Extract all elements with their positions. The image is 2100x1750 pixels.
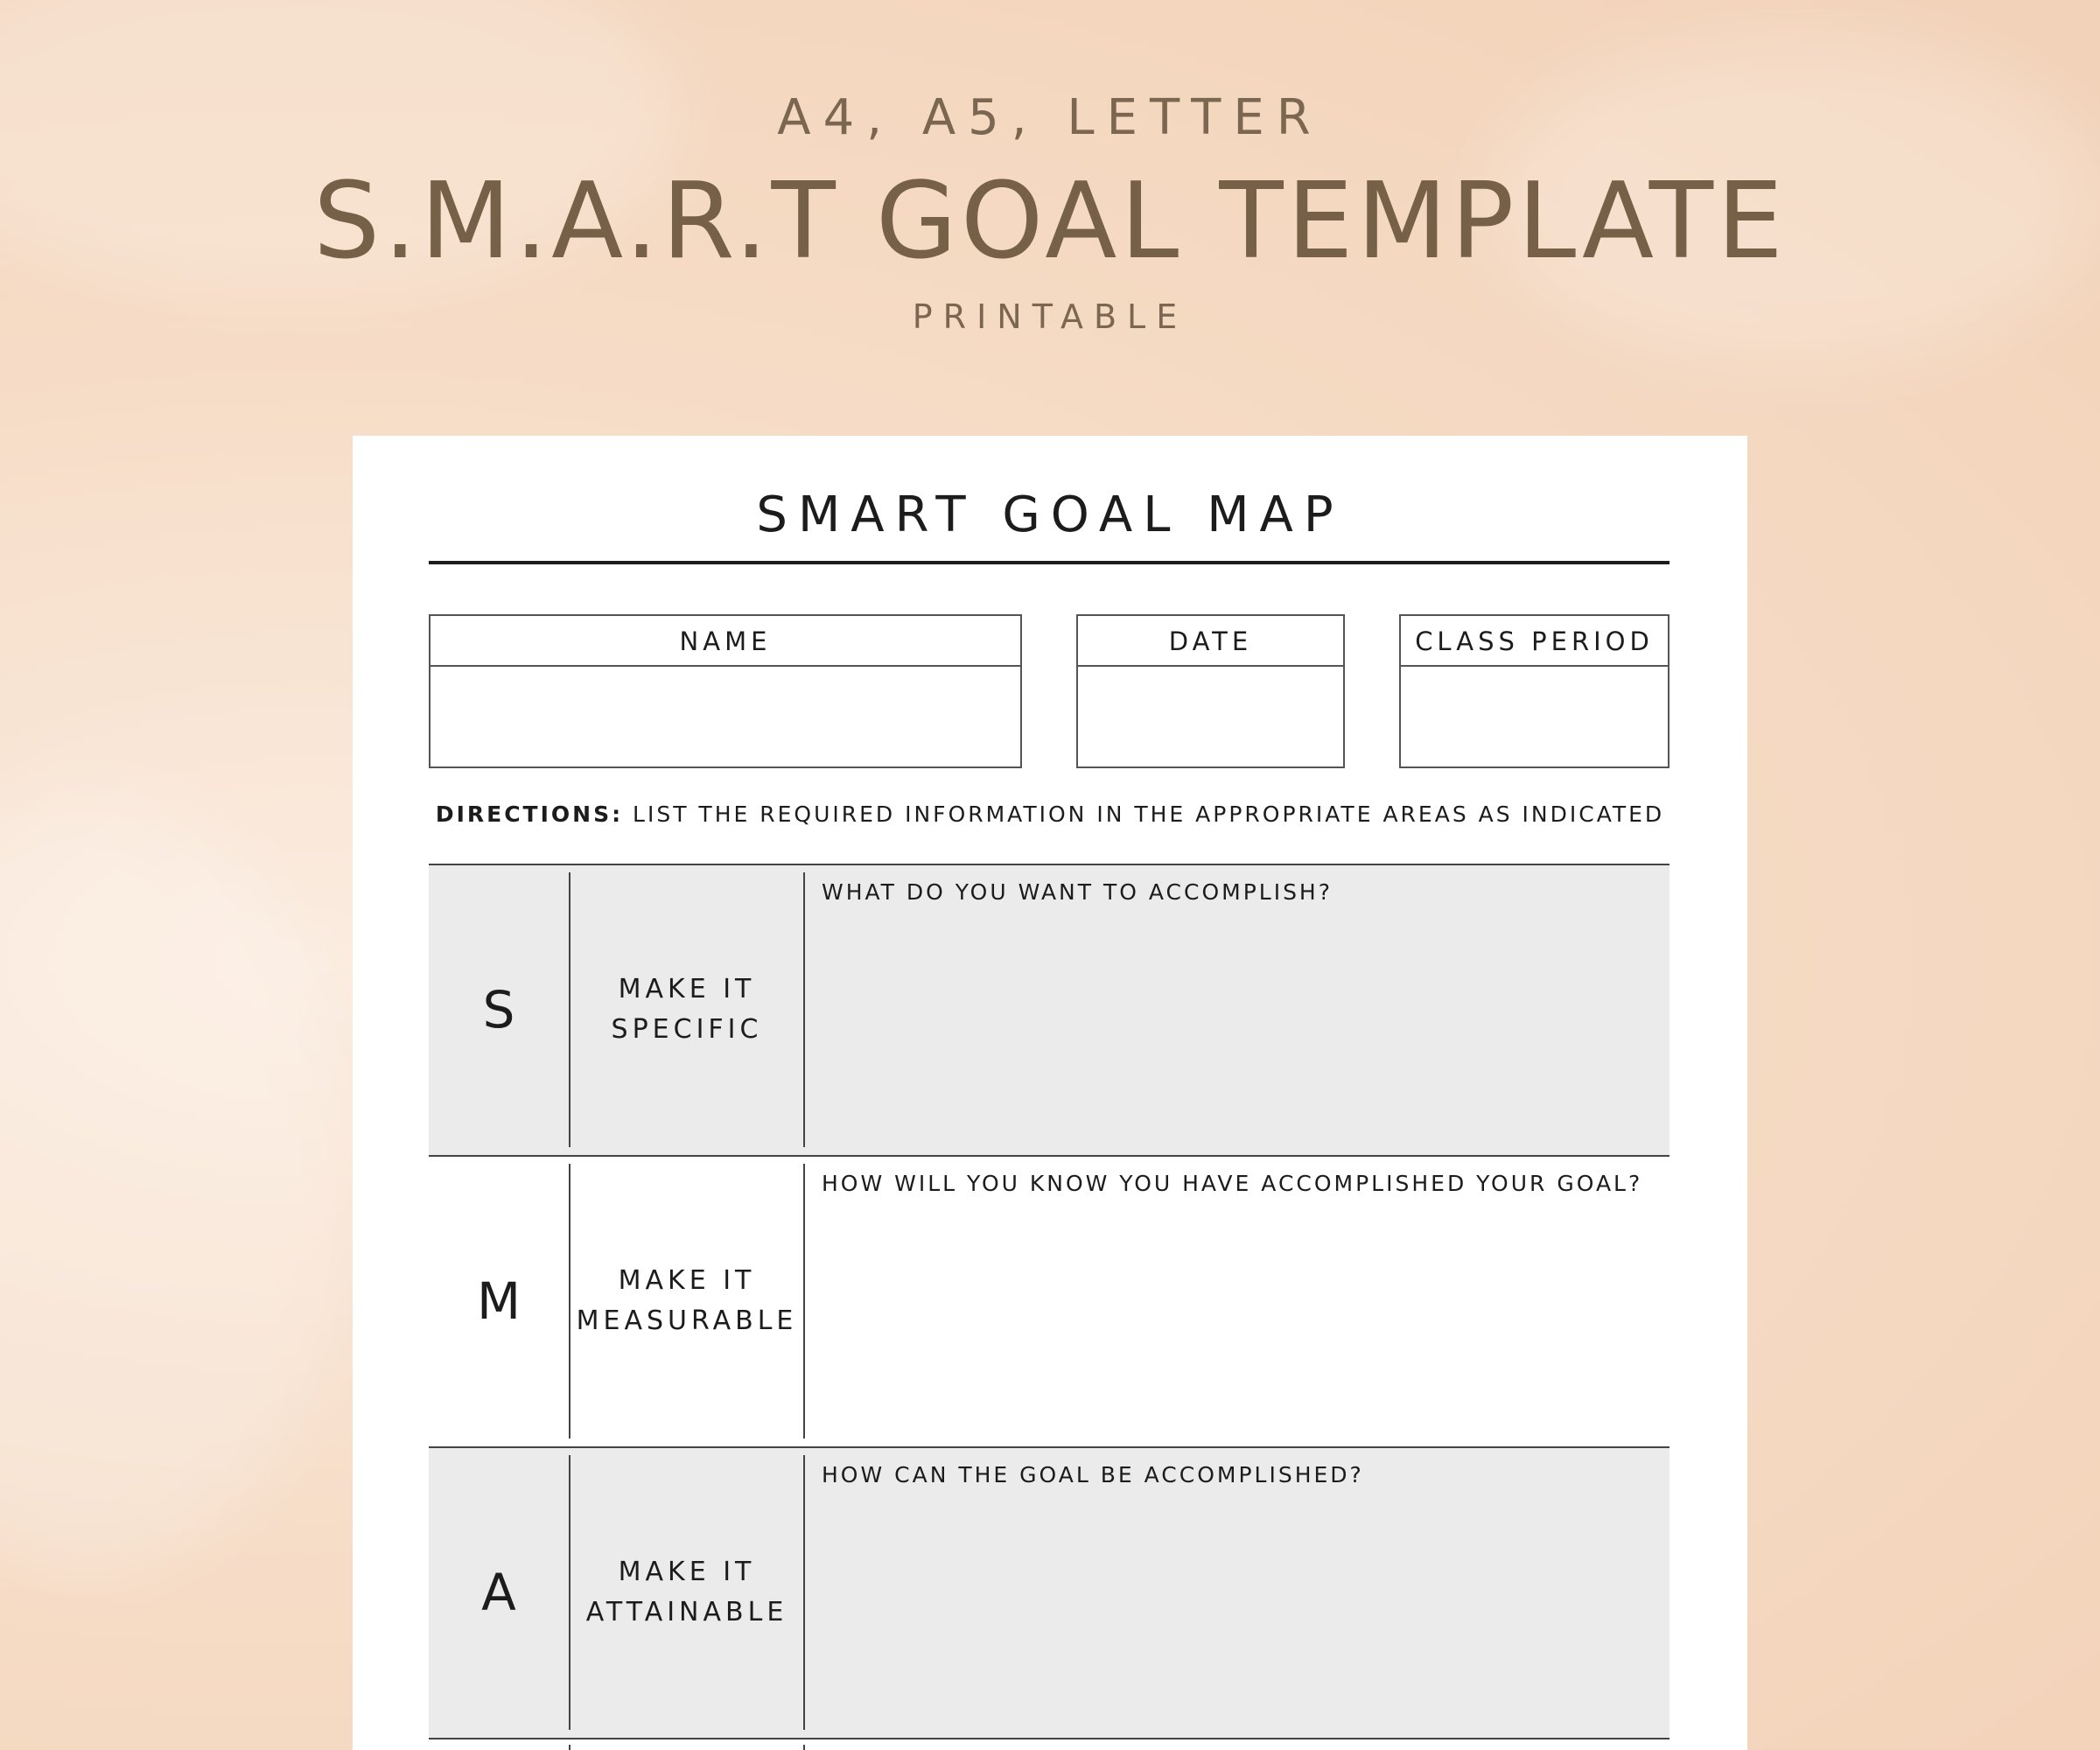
column-divider bbox=[803, 1745, 805, 1750]
row-divider bbox=[429, 1738, 1670, 1740]
smart-row-measurable bbox=[429, 1155, 1670, 1447]
class-period-field[interactable] bbox=[1399, 614, 1670, 768]
worksheet-page bbox=[353, 436, 1747, 1750]
criterion-line-1: MAKE IT bbox=[618, 1557, 756, 1587]
row-criterion bbox=[570, 1155, 803, 1447]
smart-row-specific bbox=[429, 864, 1670, 1156]
class-period-field-value[interactable] bbox=[1401, 667, 1668, 766]
name-field-label: NAME bbox=[430, 616, 1020, 667]
row-criterion bbox=[570, 864, 803, 1156]
row-letter: A bbox=[481, 1563, 516, 1622]
criterion-line-2: ATTAINABLE bbox=[585, 1597, 788, 1628]
criterion-line-1: MAKE IT bbox=[618, 1265, 756, 1296]
column-divider bbox=[803, 1164, 805, 1438]
row-letter: M bbox=[476, 1271, 522, 1331]
criterion-line-2: SPECIFIC bbox=[611, 1014, 763, 1045]
row-criterion bbox=[570, 1446, 803, 1739]
name-field-value[interactable] bbox=[430, 667, 1020, 766]
column-divider bbox=[803, 872, 805, 1147]
smart-row-next bbox=[429, 1738, 1670, 1750]
directions-text: LIST THE REQUIRED INFORMATION IN THE APPROPRIATE AREAS AS INDICATED bbox=[633, 802, 1665, 827]
product-title: S.M.A.R.T GOAL TEMPLATE bbox=[313, 161, 1787, 283]
class-period-field-label: CLASS PERIOD bbox=[1401, 616, 1668, 667]
date-field[interactable] bbox=[1076, 614, 1345, 768]
row-question: HOW CAN THE GOAL BE ACCOMPLISHED? bbox=[822, 1462, 1364, 1488]
directions-label: DIRECTIONS: bbox=[435, 802, 624, 827]
column-divider bbox=[569, 1745, 570, 1750]
row-letter: S bbox=[482, 980, 515, 1040]
column-divider bbox=[803, 1455, 805, 1730]
product-subtitle: PRINTABLE bbox=[912, 298, 1188, 336]
smart-row-attainable bbox=[429, 1446, 1670, 1739]
row-question: WHAT DO YOU WANT TO ACCOMPLISH? bbox=[822, 879, 1334, 905]
criterion-line-2: MEASURABLE bbox=[576, 1306, 798, 1336]
listing-header bbox=[0, 0, 2100, 368]
name-field[interactable] bbox=[429, 614, 1022, 768]
criterion-line-1: MAKE IT bbox=[618, 974, 756, 1004]
date-field-value[interactable] bbox=[1078, 667, 1343, 766]
date-field-label: DATE bbox=[1078, 616, 1343, 667]
title-divider bbox=[429, 561, 1670, 564]
worksheet-title: SMART GOAL MAP bbox=[756, 486, 1344, 543]
background-shadow bbox=[0, 788, 350, 1575]
row-question: HOW WILL YOU KNOW YOU HAVE ACCOMPLISHED YOUR GOAL? bbox=[822, 1171, 1643, 1196]
directions bbox=[353, 802, 1747, 827]
paper-formats: A4, A5, LETTER bbox=[777, 89, 1323, 146]
